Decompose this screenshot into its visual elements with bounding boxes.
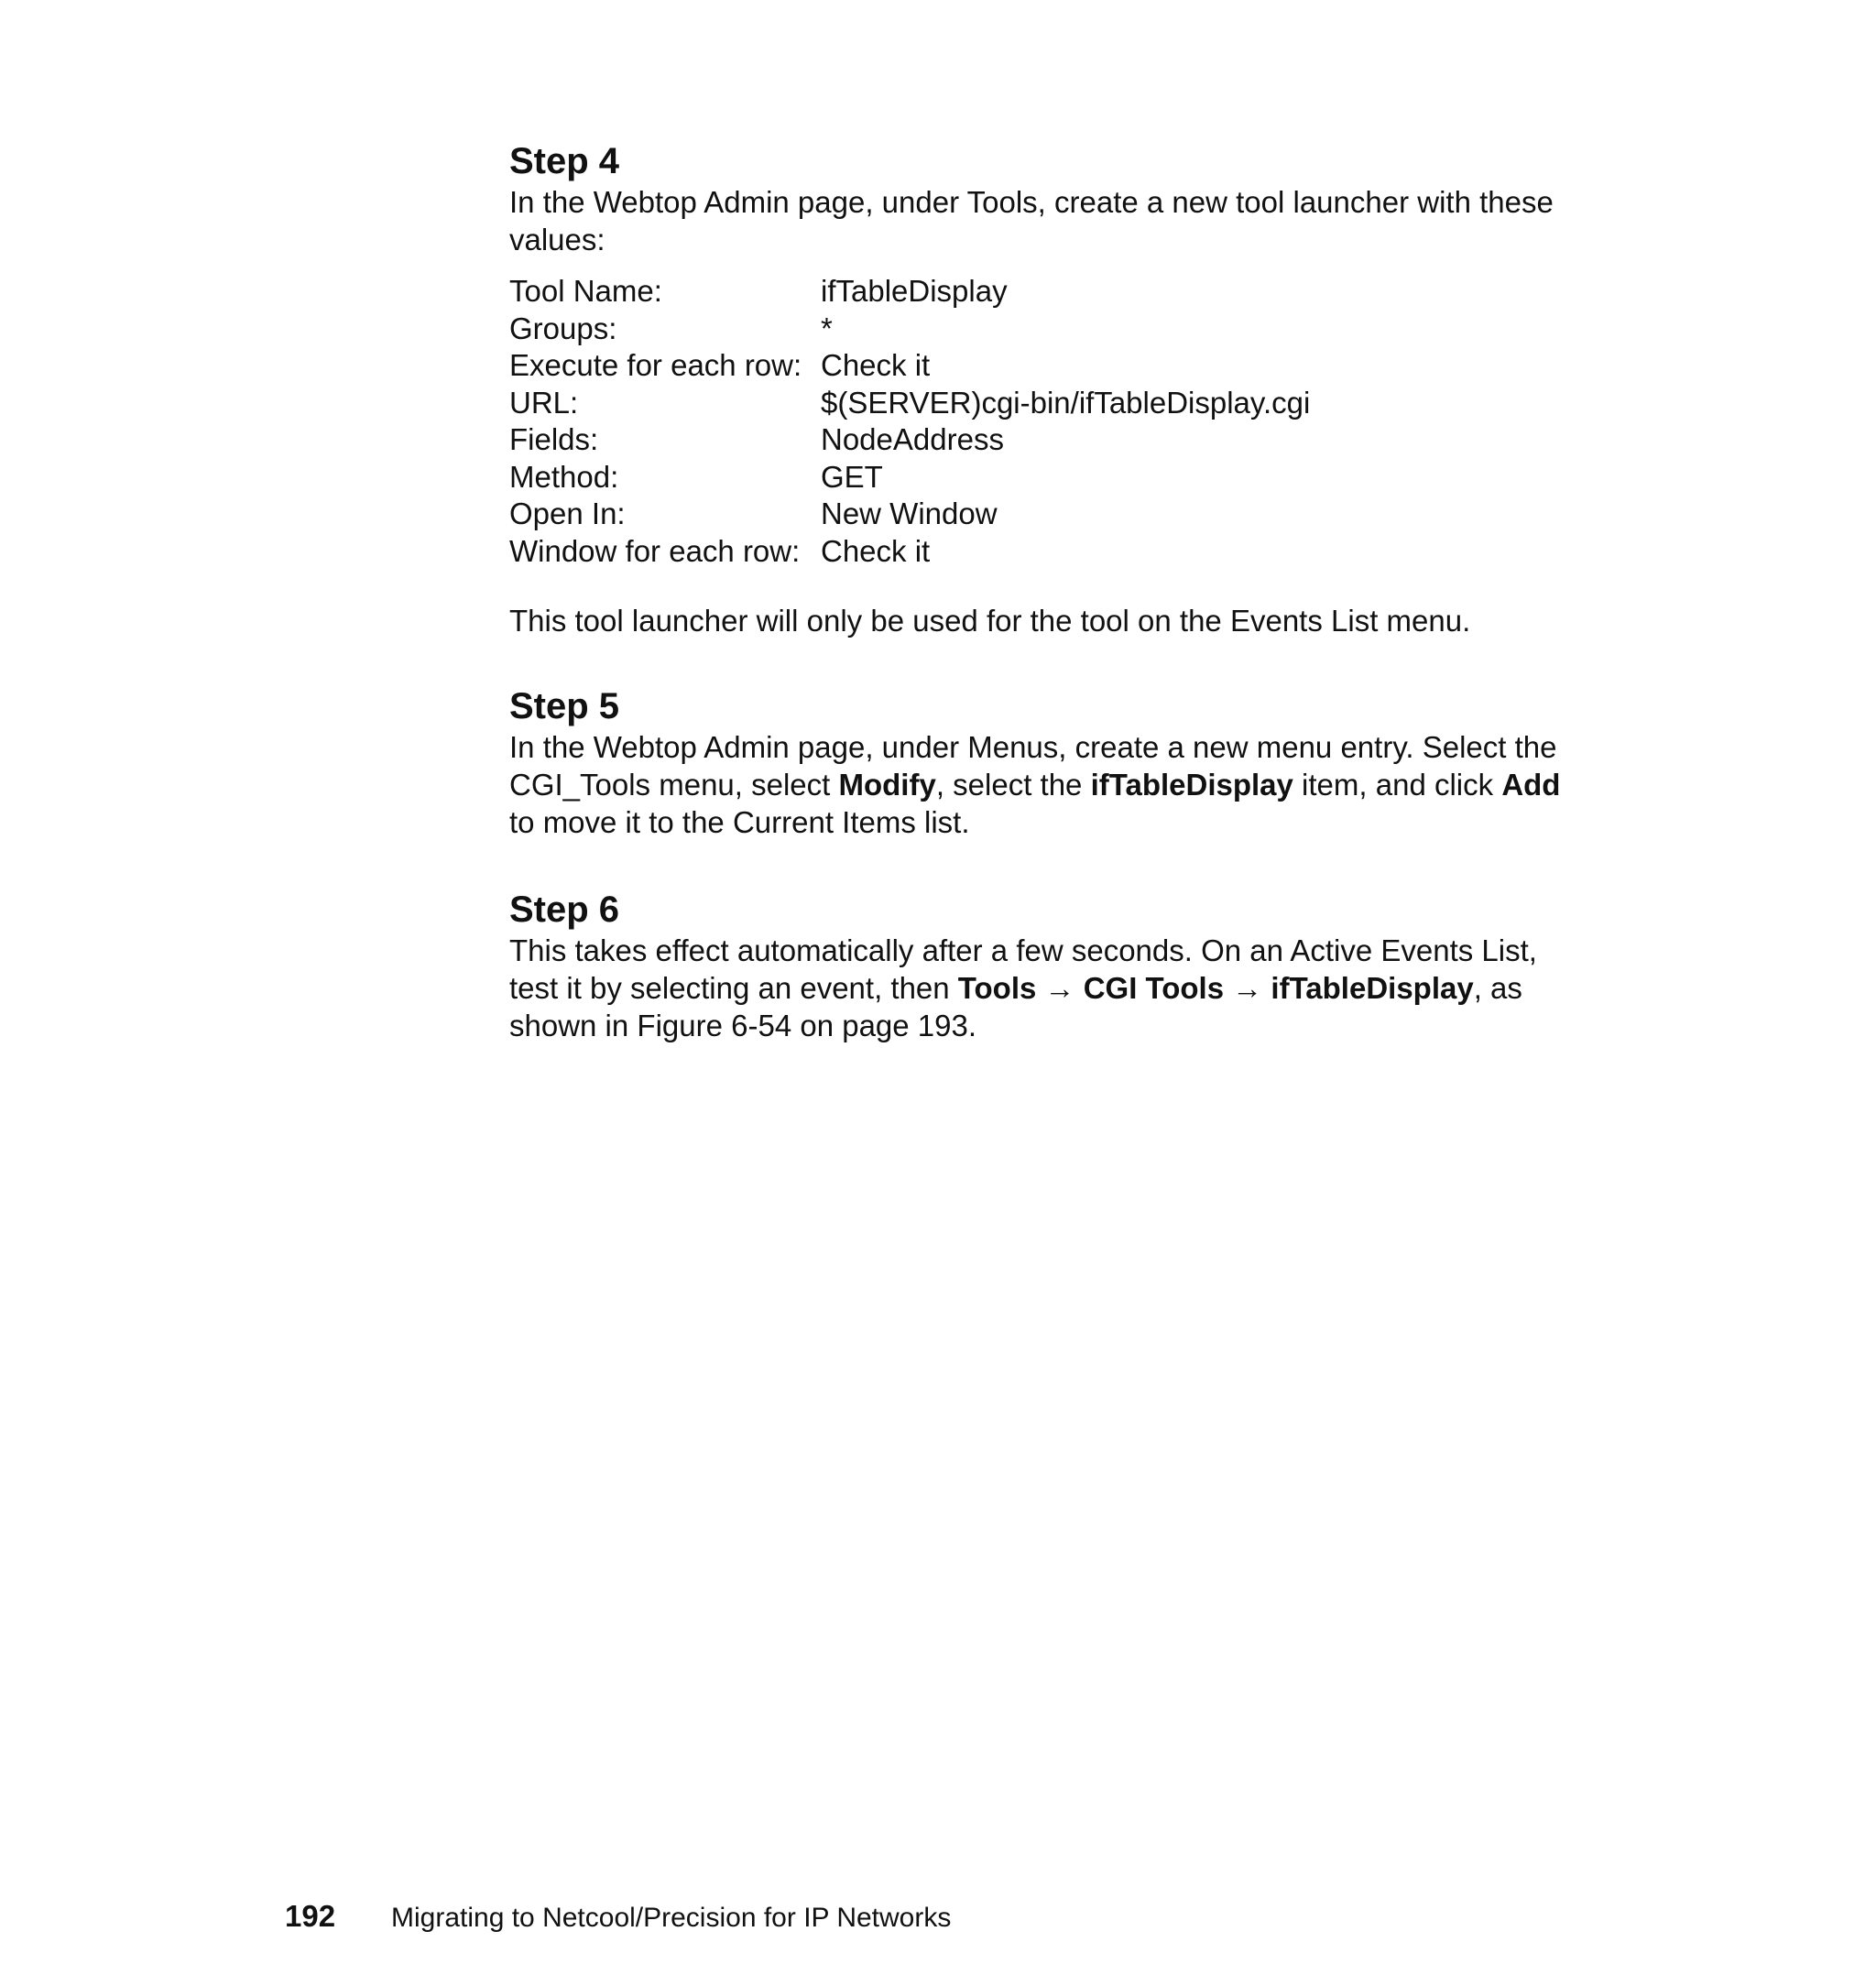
setting-label: Execute for each row: [509,348,802,382]
step-5-text-part: to move it to the Current Items list. [509,805,970,839]
setting-label: Window for each row: [509,533,801,568]
setting-label: Method: [509,459,619,494]
setting-row-fields [509,421,1590,459]
setting-value: $(SERVER)cgi-bin/ifTableDisplay.cgi [821,385,1311,420]
modify-keyword: Modify [838,768,936,802]
setting-row-open-in [509,496,1590,533]
book-title: Migrating to Netcool/Precision for IP Networks [391,1903,952,1933]
tool-launcher-settings [509,273,1590,570]
step-5-text-part: item, and click [1292,768,1502,802]
step-5-section [509,684,1590,841]
setting-label: Groups: [509,311,617,345]
setting-value: Check it [821,348,931,382]
page-footer [285,1898,951,1937]
step-6-text-part: This takes effect automatically after a few seconds. On an Active Events List, test it by selecting an event, then [509,933,1537,1005]
tools-keyword: Tools [957,971,1037,1005]
step-4-heading: Step 4 [509,141,620,181]
setting-value: GET [821,459,883,494]
step-5-text [509,728,1590,841]
step-4-note: This tool launcher will only be used for the tool on the Events List menu. [509,604,1471,638]
step-5-text-part: In the Webtop Admin page, under Menus, create a new menu entry. Select the CGI_Tools menu, select [509,730,1557,802]
iftabledisplay-keyword: ifTableDisplay [1090,768,1293,802]
setting-label: Fields: [509,422,599,456]
setting-value: New Window [821,496,998,530]
step-5-text-part: , select the [935,768,1091,802]
setting-row-tool-name [509,273,1590,311]
setting-row-execute-for-each-row [509,347,1590,385]
setting-row-url [509,385,1590,422]
setting-value: NodeAddress [821,422,1004,456]
setting-label: Open In: [509,496,626,530]
right-arrow-icon: → [1224,971,1271,1005]
setting-row-method [509,459,1590,496]
step-4-intro: In the Webtop Admin page, under Tools, create a new tool launcher with these values: [509,185,1554,256]
add-keyword: Add [1501,768,1561,802]
setting-row-window-for-each-row [509,533,1590,571]
step-4-section [509,139,1590,639]
step-6-heading: Step 6 [509,889,620,930]
step-6-section [509,888,1590,1044]
setting-value: ifTableDisplay [821,274,1008,308]
iftabledisplay-keyword: ifTableDisplay [1271,971,1474,1005]
page-number: 192 [285,1899,336,1933]
setting-value: * [821,311,833,345]
setting-label: URL: [509,385,579,420]
page-content [509,139,1590,1044]
step-6-text-part: , as shown in Figure 6-54 on page 193. [509,971,1522,1042]
setting-row-groups [509,311,1590,348]
step-6-text [509,932,1590,1044]
right-arrow-icon: → [1036,971,1084,1005]
step-5-heading: Step 5 [509,686,620,726]
setting-value: Check it [821,533,931,568]
setting-label: Tool Name: [509,274,662,308]
cgi-tools-keyword: CGI Tools [1083,971,1225,1005]
